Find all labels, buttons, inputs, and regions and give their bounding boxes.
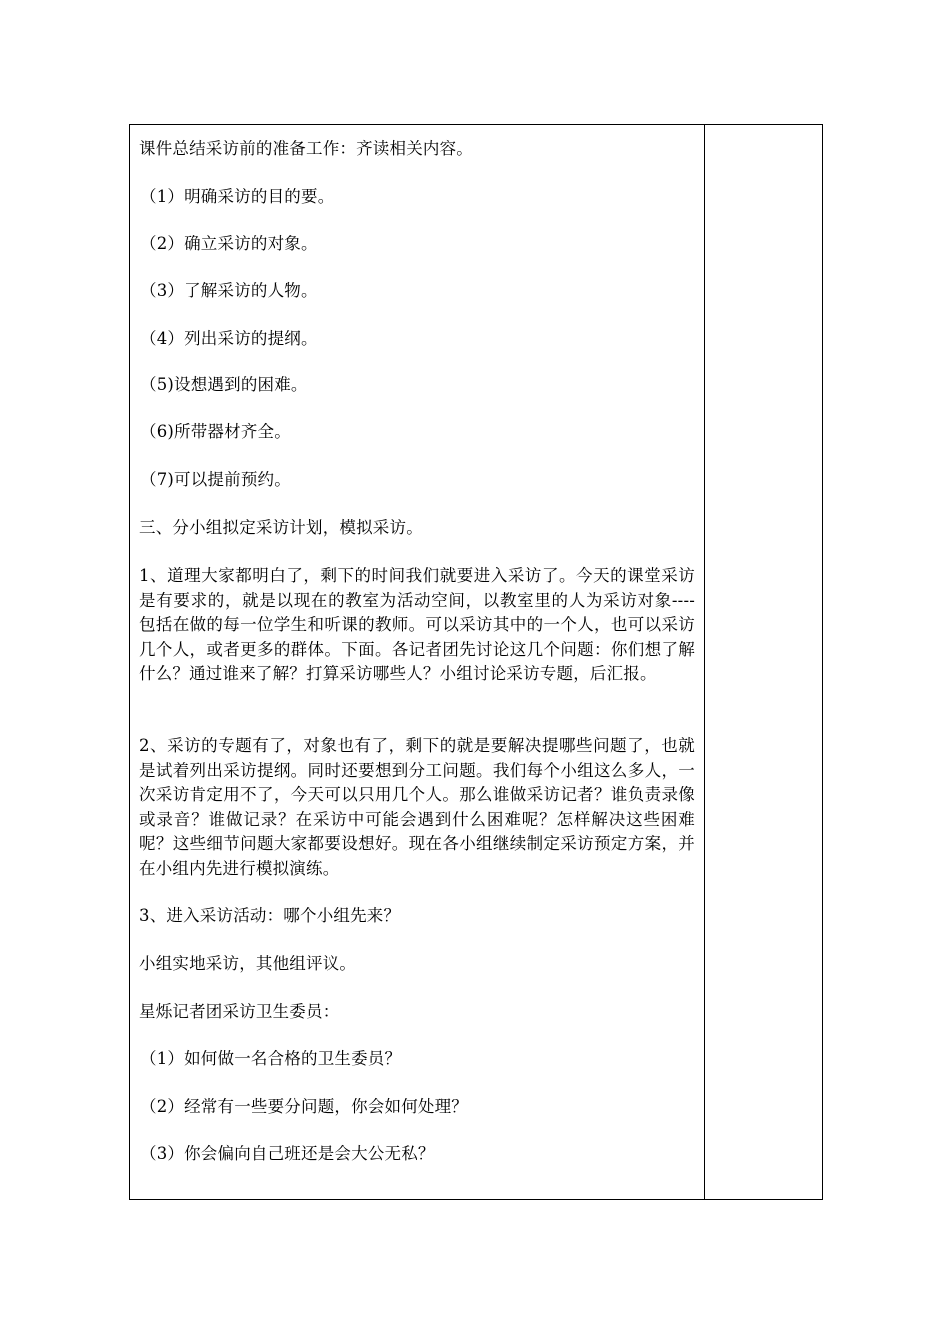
notes-cell [705, 125, 822, 1199]
question-3: （3）你会偏向自己班还是会大公无私？ [140, 1144, 435, 1163]
prep-item-1: （1）明确采访的目的要。 [140, 187, 335, 206]
intro-text: 课件总结采访前的准备工作：齐读相关内容。 [139, 139, 473, 158]
lesson-table [129, 124, 823, 1200]
section-three-heading: 三、分小组拟定采访计划，模拟采访。 [139, 518, 423, 537]
interview-line: 星烁记者团采访卫生委员： [139, 1002, 340, 1021]
prep-item-6: （6)所带器材齐全。 [140, 422, 291, 441]
prep-item-2: （2）确立采访的对象。 [140, 234, 318, 253]
practice-line: 小组实地采访，其他组评议。 [139, 954, 357, 973]
paragraph-3: 3、进入采访活动：哪个小组先来？ [139, 906, 401, 925]
prep-item-5: （5)设想遇到的困难。 [140, 375, 308, 394]
prep-item-4: （4）列出采访的提纲。 [140, 329, 318, 348]
content-cell [130, 125, 705, 1199]
prep-item-7: （7)可以提前预约。 [140, 470, 291, 489]
question-1: （1）如何做一名合格的卫生委员？ [140, 1049, 402, 1068]
prep-item-3: （3）了解采访的人物。 [140, 281, 318, 300]
paragraph-1: 1、道理大家都明白了，剩下的时间我们就要进入采访了。今天的课堂采访是有要求的，就是以现在的教室为活动空间，以教室里的人为采访对象----包括在做的每一位学生和听课的教师。可以采访其中的一个人，也可以采访几个人，或者更多的群体。下面。各记者团先讨论这几个问题：你们想了解什么？通过谁来了解？打算采访哪些人？小组讨论采访专题，后汇报。 [139, 566, 695, 684]
question-2: （2）经常有一些要分问题，你会如何处理？ [140, 1097, 468, 1116]
paragraph-2: 2、采访的专题有了，对象也有了，剩下的就是要解决提哪些问题了，也就是试着列出采访提纲。同时还要想到分工问题。我们每个小组这么多人，一次采访肯定用不了，今天可以只用几个人。那么谁做采访记者？谁负责录像或录音？谁做记录？在采访中可能会遇到什么困难呢？怎样解决这些困难呢？这些细节问题大家都要设想好。现在各小组继续制定采访预定方案，并在小组内先进行模拟演练。 [139, 736, 695, 878]
